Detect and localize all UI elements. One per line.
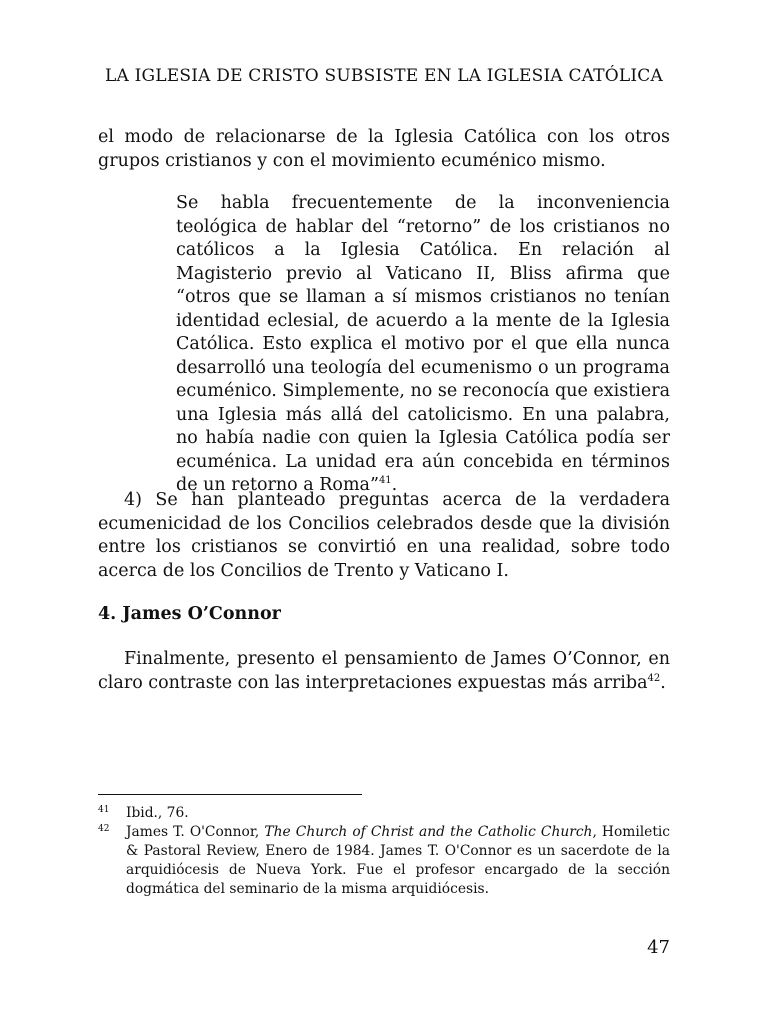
footnote-number: 42	[98, 824, 110, 834]
block-quote: Se habla frecuentemente de la inconveniencia teológica de hablar del “retorno” de los cristianos no católicos a la Iglesia Católica. En relación al Magisterio previo al Vaticano II, Bliss afirma que “otros que se llaman a sí mismos cristianos no tenían identidad eclesial, de acuerdo a la mente de la Iglesia Católica. Esto explica el motivo por el que ella nunca desarrolló una teología del ecumenismo o un programa ecuménico. Simplemente, no se reconocía que existiera una Iglesia más allá del catolicismo. En una palabra, no había nadie con quien la Iglesia Católica podía ser ecuménica. La unidad era aún concebida en términos de un retorno a Roma”$^{41}$.	[176, 193, 670, 495]
paragraph-continuation: el modo de relacionarse de la Iglesia Católica con los otros grupos cristianos y con el movimiento ecuménico mismo.	[98, 127, 670, 171]
footnote-ref-42[interactable]: 42	[647, 672, 661, 684]
paragraph-point-4-text: 4) Se han planteado preguntas acerca de la verdadera ecumenicidad de los Concilios celebrados desde que la división entre los cristianos se convirtió en una realidad, sobre todo acerca de los Concilios de Trento y Vaticano I.	[98, 490, 670, 581]
paragraph-point-4	[98, 489, 670, 583]
footnote-42	[98, 823, 670, 899]
footnote-text	[126, 823, 670, 899]
footnote-text-after: , Homiletic & Pastoral Review, Enero de 1984. James T. O'Connor es un sacerdote de la arquidiócesis de Nueva York. Fue el profesor encargado de la sección dogmática del seminario de la misma arquidiócesis.	[126, 824, 671, 897]
paragraph-intro-end: .	[660, 672, 666, 693]
paragraph-intro	[98, 648, 670, 695]
footnote-text-before: James T. O'Connor,	[126, 824, 265, 840]
section-heading: 4. James O’Connor	[98, 604, 281, 624]
footnote-41	[98, 804, 670, 823]
running-header: LA IGLESIA DE CRISTO SUBSISTE EN LA IGLESIA CATÓLICA	[105, 66, 663, 86]
footnote-text: Ibid., 76.	[126, 805, 189, 821]
footnote-title-italic: The Church of Christ and the Catholic Church	[264, 824, 593, 840]
paragraph-intro-text: Finalmente, presento el pensamiento de James O’Connor, en claro contraste con las interpretaciones expuestas más arriba	[98, 649, 670, 693]
footnote-number: 41	[98, 805, 110, 815]
footnote-separator	[98, 794, 362, 795]
footnote-ref-41[interactable]: 41	[378, 475, 392, 487]
block-quote-text: Se habla frecuentemente de la inconveniencia teológica de hablar del “retorno” de los cristianos no católicos a la Iglesia Católica. En relación al Magisterio previo al Vaticano II, Bliss afirma que “otros que se llaman a sí mismos cristianos no tenían identidad eclesial, de acuerdo a la mente de la Iglesia Católica. Esto explica el motivo por el que ella nunca desarrolló una teología del ecumenismo o un programa ecuménico. Simplemente, no se reconocía que existiera una Iglesia más allá del catolicismo. En una palabra, no había nadie con quien la Iglesia Católica podía ser ecuménica. La unidad era aún concebida en términos de un retorno a Roma”	[176, 193, 670, 495]
page-number: 47	[647, 937, 670, 958]
